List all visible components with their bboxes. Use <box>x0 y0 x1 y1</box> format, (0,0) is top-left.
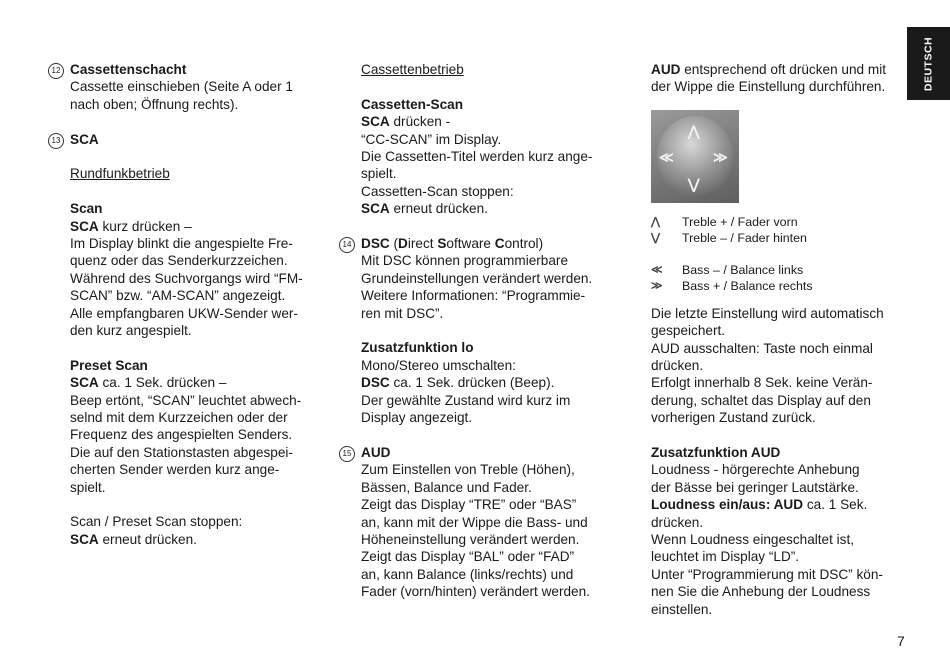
text-fragment: entsprechend oft drücken und mit <box>680 62 886 77</box>
key-label: Loudness ein/aus: AUD <box>651 497 804 513</box>
title-part: oftware <box>446 236 495 252</box>
title-part: C <box>494 236 505 252</box>
item-number-15: 15 <box>339 446 355 462</box>
chevron-down-icon: ⋁ <box>688 175 700 192</box>
text-line: Zum Einstellen von Treble (Höhen), <box>361 462 575 478</box>
text-line: Zeigt das Display “BAL” oder “FAD” <box>361 549 575 565</box>
title-part: D <box>398 236 408 252</box>
legend-row <box>651 215 913 231</box>
double-chevron-right-icon: ≫ <box>713 148 728 165</box>
text-line: Mit DSC können programmierbare <box>361 253 569 269</box>
rocker-switch-image <box>651 110 739 203</box>
key-label: SCA <box>361 114 390 130</box>
item-title <box>361 235 629 252</box>
text-fragment: ca. 1 Sek. drücken – <box>98 375 227 391</box>
page-number: 7 <box>897 633 905 649</box>
text-fragment: erneut drücken. <box>389 201 488 217</box>
key-label: SCA <box>361 201 390 217</box>
subsection-title: Preset Scan <box>70 357 148 373</box>
text-line: der Bässe bei geringer Lautstärke. <box>651 479 859 495</box>
chevron-up-icon: ⋀ <box>688 122 700 139</box>
text-line: spielt. <box>70 479 106 495</box>
text-fragment: kurz drücken – <box>98 218 192 234</box>
item-number-13: 13 <box>48 133 64 149</box>
key-label: SCA <box>70 531 99 547</box>
text-line: Die letzte Einstellung wird automatisch <box>651 305 884 321</box>
text-line: an, kann mit der Wippe die Bass- und <box>361 514 588 530</box>
text-line: derung, schaltet das Display auf den <box>651 392 871 408</box>
legend-label: Bass – / Balance links <box>682 263 804 278</box>
text-line: Zeigt das Display “TRE” oder “BAS” <box>361 497 577 513</box>
text-line: Frequenz des angespielten Senders. <box>70 427 293 443</box>
item-cassette-slot <box>48 61 338 113</box>
text-fragment: erneut drücken. <box>98 531 197 547</box>
treble-down-icon: ⋁ <box>651 232 661 245</box>
section-label-cassette: Cassettenbetrieb <box>361 62 464 77</box>
text-line: drücken. <box>651 358 704 374</box>
text-line: nach oben; Öffnung rechts). <box>70 96 239 112</box>
text-line: ren mit DSC”. <box>361 305 444 321</box>
text-line: Grundeinstellungen verändert werden. <box>361 270 593 286</box>
subsection-title: Zusatzfunktion lo <box>361 340 474 356</box>
text-line: “CC-SCAN” im Display. <box>361 131 502 147</box>
title-part: S <box>437 236 447 252</box>
text-line: Beep ertönt, “SCAN” leuchtet abwech- <box>70 392 302 408</box>
text-fragment: drücken - <box>389 114 451 130</box>
text-line: leuchtet im Display “LD”. <box>651 549 800 565</box>
text-line: SCAN” bzw. “AM-SCAN” angezeigt. <box>70 288 286 304</box>
item-number-12: 12 <box>48 63 64 79</box>
subsection-title: Scan <box>70 201 103 217</box>
double-chevron-left-icon: ≪ <box>659 148 674 165</box>
text-line: Display angezeigt. <box>361 410 473 426</box>
title-part: DSC <box>361 236 390 252</box>
text-line: Mono/Stereo umschalten: <box>361 357 516 373</box>
text-line: Fader (vorn/hinten) verändert werden. <box>361 584 590 600</box>
item-number-14: 14 <box>339 237 355 253</box>
legend-label: Treble – / Fader hinten <box>682 231 807 246</box>
column-2 <box>339 61 629 601</box>
text-line: Unter “Programmierung mit DSC” kön- <box>651 566 883 582</box>
text-line: gespeichert. <box>651 323 726 339</box>
text-line: Cassette einschieben (Seite A oder 1 <box>70 79 293 95</box>
text-line: Die auf den Stationstasten abgespei- <box>70 444 293 460</box>
text-line: selnd mit dem Kurzzeichen oder der <box>70 410 288 426</box>
legend-row <box>651 263 913 279</box>
legend-label: Bass + / Balance rechts <box>682 279 813 294</box>
title-part: ontrol) <box>504 236 544 252</box>
bass-left-icon: ≪ <box>651 264 663 277</box>
text-line: drücken. <box>651 514 704 530</box>
item-sca <box>48 131 338 549</box>
text-line: Scan / Preset Scan stoppen: <box>70 514 243 530</box>
item-dsc <box>339 235 629 426</box>
text-line: spielt. <box>361 166 397 182</box>
legend-label: Treble + / Fader vorn <box>682 215 798 230</box>
text-line: Loudness - hörgerechte Anhebung <box>651 462 860 478</box>
title-part: irect <box>407 236 438 252</box>
key-label: AUD <box>651 62 681 77</box>
text-fragment: ca. 1 Sek. drücken (Beep). <box>389 375 555 391</box>
language-tab <box>907 27 950 100</box>
key-label: SCA <box>70 218 99 234</box>
text-line: Im Display blinkt die angespielte Fre- <box>70 236 293 252</box>
key-label: SCA <box>70 375 99 391</box>
text-line: Der gewählte Zustand wird kurz im <box>361 392 571 408</box>
title-part: ( <box>389 236 399 252</box>
text-line: einstellen. <box>651 601 713 617</box>
text-line: Wenn Loudness eingeschaltet ist, <box>651 532 855 548</box>
text-line: der Wippe die Einstellung durchführen. <box>651 79 886 95</box>
bass-right-icon: ≫ <box>651 280 663 293</box>
legend-row <box>651 231 913 247</box>
text-line: vorherigen Zustand zurück. <box>651 410 816 426</box>
text-line: Weitere Informationen: “Programmie- <box>361 288 586 304</box>
text-line: Bässen, Balance und Fader. <box>361 479 532 495</box>
language-tab-label: DEUTSCH <box>921 36 934 91</box>
legend-row <box>651 279 913 295</box>
text-line: Höheneinstellung verändert werden. <box>361 531 580 547</box>
subsection-title: Cassetten-Scan <box>361 96 463 112</box>
text-line: Alle empfangbaren UKW-Sender wer- <box>70 305 298 321</box>
section-label-radio: Rundfunkbetrieb <box>70 166 170 182</box>
text-line: Erfolgt innerhalb 8 Sek. keine Verän- <box>651 375 873 391</box>
text-line: cherten Sender werden kurz ange- <box>70 462 280 478</box>
text-line: an, kann Balance (links/rechts) und <box>361 566 574 582</box>
item-aud <box>339 444 629 601</box>
item-title: SCA <box>70 131 99 147</box>
column-1 <box>48 61 338 548</box>
column-3 <box>651 61 913 618</box>
text-line: quenz oder das Senderkurzzeichen. <box>70 253 288 269</box>
key-label: DSC <box>361 375 390 391</box>
text-line: Cassetten-Scan stoppen: <box>361 183 514 199</box>
subsection-title: Zusatzfunktion AUD <box>651 445 781 461</box>
legend <box>651 215 913 295</box>
item-title: Cassettenschacht <box>70 62 187 77</box>
text-line: nen Sie die Anhebung der Loudness <box>651 584 871 600</box>
text-line: Während des Suchvorgangs wird “FM- <box>70 270 303 286</box>
text-line: AUD ausschalten: Taste noch einmal <box>651 340 873 356</box>
text-line: den kurz angespielt. <box>70 323 192 339</box>
text-line: Die Cassetten-Titel werden kurz ange- <box>361 149 593 165</box>
item-title: AUD <box>361 444 391 460</box>
text-fragment: ca. 1 Sek. <box>803 497 868 513</box>
treble-up-icon: ⋀ <box>651 216 661 229</box>
